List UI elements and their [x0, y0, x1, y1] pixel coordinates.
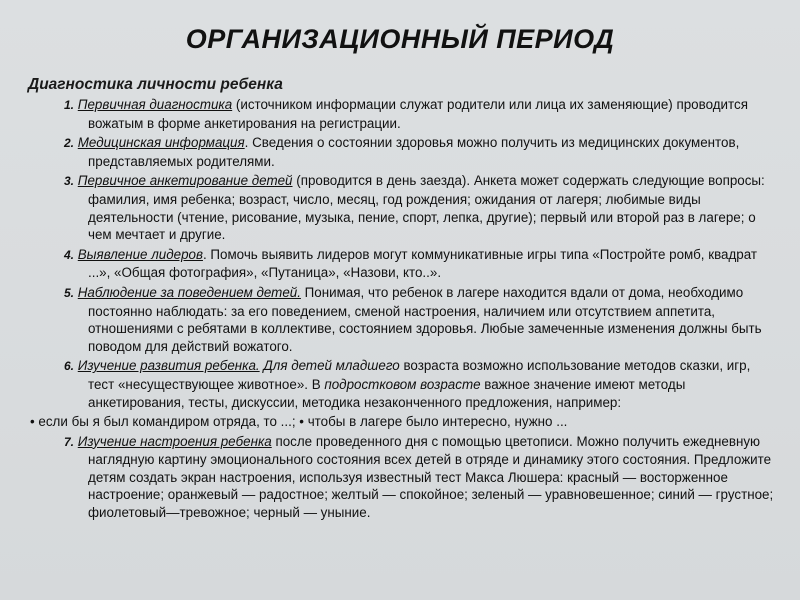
list-item	[30, 433, 774, 522]
item-text: Понимая, что ребенок в лагере находится вдали от дома, необходимо постоянно наблюдать: за его поведением, сменой настроения, наличием или отсутствием аппетита, отношениями с ребятами в коллективе, состоянием здоровья. Любые замеченные изменения должны быть поводом для действий вожатого.	[88, 284, 762, 354]
item-heading: Изучение развития ребенка.	[77, 358, 260, 374]
item-number: 7.	[64, 434, 75, 449]
item-number: 2.	[64, 136, 75, 151]
item-heading: Медицинская информация	[77, 135, 245, 151]
item-heading: Изучение настроения ребенка	[77, 433, 272, 449]
item-text: (источником информации служат родители или лица их заменяющие) проводится вожатым в форме анкетирования на регистрации.	[88, 97, 748, 131]
item-number: 5.	[64, 285, 75, 300]
slide-title: ОРГАНИЗАЦИОННЫЙ ПЕРИОД	[185, 24, 615, 54]
list-item	[30, 246, 774, 282]
item-heading: Выявление лидеров	[77, 246, 203, 262]
item-number: 1.	[64, 98, 75, 112]
item-heading: Первичное анкетирование детей	[77, 173, 293, 189]
list-item	[30, 284, 774, 355]
item-text: . Сведения о состоянии здоровья можно получить из медицинских документов, представляемых родителями.	[88, 135, 740, 169]
item-text: (проводится в день заезда). Анкета может содержать следующие вопросы: фамилия, имя ребенка; возраст, число, месяц, год рождения; ожидания от лагеря; любимые виды деятельности (чтение, рисование, музыка, пение, спорт, лепка, другие); первый или второй раз в лагере; о чем мечтает и другие.	[88, 173, 765, 243]
item-text: возраста возможно использование методов сказки, игр, тест «несуществующее животное». В	[88, 358, 751, 392]
diagnostics-list	[30, 96, 774, 524]
list-item	[30, 96, 774, 132]
list-item-bullets	[30, 413, 774, 431]
list-item	[30, 134, 774, 170]
item-heading: Наблюдение за поведением детей.	[77, 284, 301, 300]
item-number: 6.	[64, 359, 75, 374]
item-heading: Первичная диагностика	[77, 97, 233, 112]
item-text: Для	[259, 358, 292, 374]
item-italic-phrase: детей младшего	[291, 358, 400, 374]
slide-subtitle: Диагностика личности ребенка	[28, 76, 283, 93]
item-number: 4.	[64, 247, 75, 262]
item-italic-phrase: подростковом возрасте	[324, 376, 481, 392]
item-text: важное значение имеют методы анкетирования, тесты, дискуссии, методика незаконченного предложения, например:	[88, 376, 686, 410]
list-item	[30, 357, 774, 411]
item-text: • если бы я был командиром отряда, то ...; • чтобы в лагере было интересно, нужно ...	[30, 414, 568, 430]
item-number: 3.	[64, 174, 75, 189]
list-item	[30, 172, 774, 243]
item-text: после проведенного дня с помощью цветописи. Можно получить ежедневную наглядную картину эмоционального состояния всех детей в отряде и динамику этого состояния. Предложите детям создать экран настроения, используя известный тест Макса Люшера: красный — восторженное настроение; оранжевый — радостное; желтый — спокойное; зеленый — уравновешенное; синий — грустное; фиолетовый—тревожное; черный — уныние.	[88, 433, 774, 521]
item-text: . Помочь выявить лидеров могут коммуникативные игры типа «Постройте ромб, квадрат ...», «Общая фотография», «Путаница», «Назови, кто..».	[88, 246, 758, 281]
